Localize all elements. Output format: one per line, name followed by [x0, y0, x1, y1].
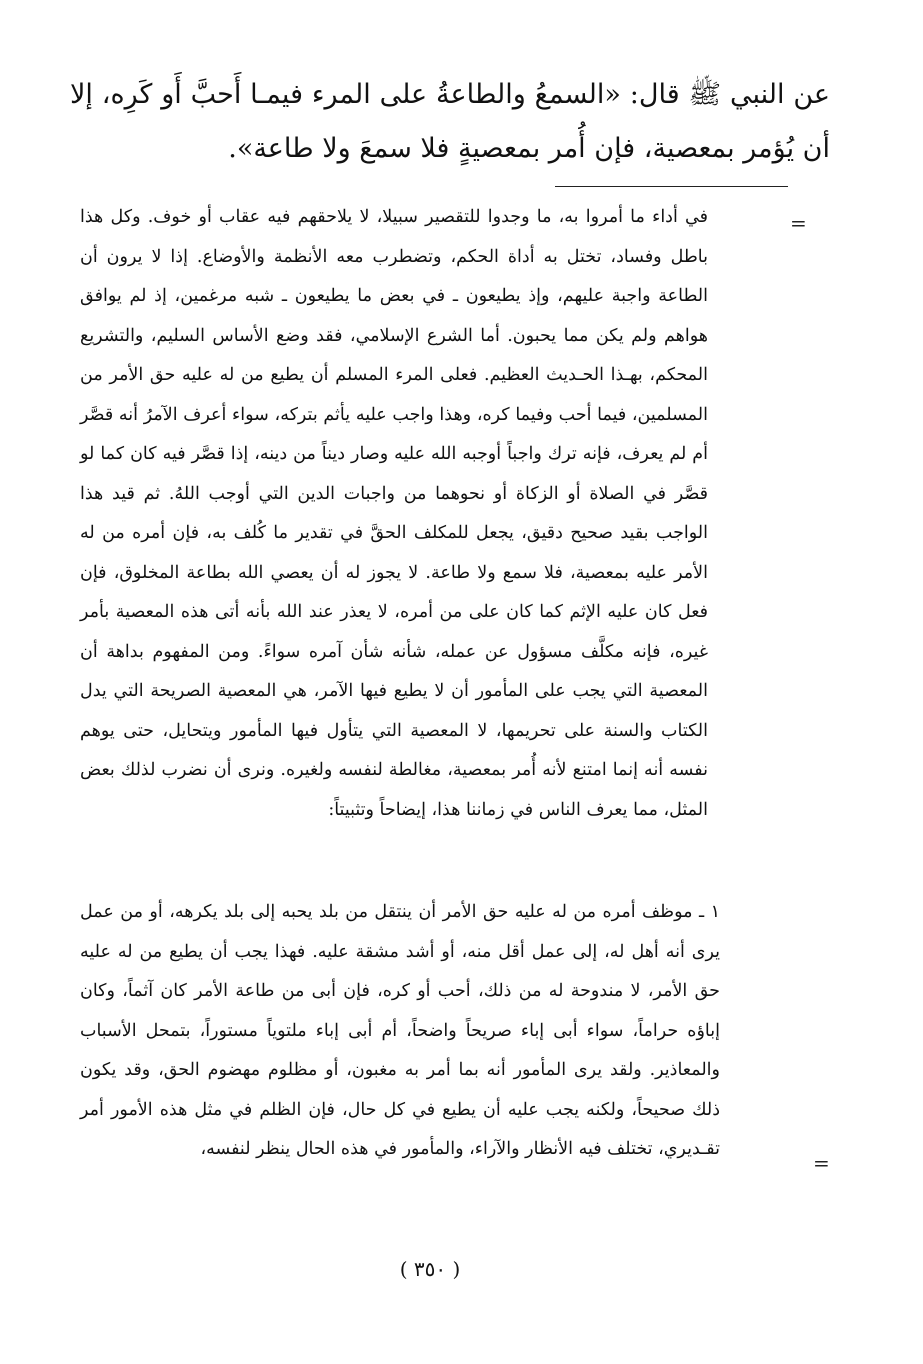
commentary-text: في أداء ما أمروا به، ما وجدوا للتقصير سبيلا، لا يلاحقهم فيه عقاب أو خوف. وكل هذا باطل وفساد، تختل به أداة الحكم، وتضطرب معه الأنظمة والأوضاع. إذا لا يرون أن الطاعة واجبة عليهم، وإذ يطيعون ـ في بعض ما يطيعون ـ شبه مرغمين، إذ لم يوافق هواهم ولم يكن مما يحبون. أما الشرع الإسلامي، فقد وضع الأساس السليم، والتشريع المحكم، بهـذا الحـديث العظيم. فعلى المرء المسلم أن يطيع من له عليه حق الأمر من المسلمين، فيما أحب وفيما كره، وهذا واجب عليه يأثم بتركه، سواء أعرف الآمرُ أنه قصَّر أم لم يعرف، فإنه ترك واجباً أوجبه الله عليه وصار ديناً من دينه، إذا قصَّر فيه كان كما لو قصَّر في الصلاة أو الزكاة أو نحوهما من واجبات الدين التي أوجب اللهُ. ثم قيد هذا الواجب بقيد صحيح دقيق، يجعل للمكلف الحقَّ في تقدير ما كُلف به، فإن أمره من له الأمر عليه بمعصية، فلا سمع ولا طاعة. لا يجوز له أن يعصي الله بطاعة المخلوق، فإن فعل كان عليه الإثم كما كان على من أمره، لا يعذر عند الله بأنه أتى هذه المعصية بأمر غيره، فإنه مكلَّف مسؤول عن عمله، شأنه شأن آمره سواءً. ومن المفهوم بداهة أن المعصية التي يجب على المأمور أن لا يطيع فيها الآمر، هي المعصية الصريحة التي يدل الكتاب والسنة على تحريمها، لا المعصية التي يتأول فيها المأمور ويتحايل، حتى يوهم نفسه أنه إنما امتنع لأنه أُمر بمعصية، مغالطة لنفسه ولغيره. ونرى أن نضرب لذلك بعض المثل، مما يعرف الناس في زماننا هذا، إيضاحاً وتثبيتاً: [80, 207, 708, 820]
divider-rule [555, 186, 788, 187]
continuation-mark-bottom: = [813, 1151, 830, 1175]
continuation-mark-top: = [790, 211, 807, 235]
list-item-1 [80, 893, 720, 1170]
page-number: ( ٣٥٠ ) [399, 1257, 461, 1281]
commentary-paragraph [80, 198, 708, 830]
hadith-text: عن النبي ﷺ قال: «السمعُ والطاعةُ على المرء فيمـا أَحبَّ أَو كَرِه، إلا أن يُؤمر بمعصية، فإن أُمر بمعصيةٍ فلا سمعَ ولا طاعة». [70, 79, 830, 164]
list-item-number: ١ ـ [698, 902, 720, 922]
list-item-text: موظف أمره من له عليه حق الأمر أن ينتقل من بلد يحبه إلى بلد يكرهه، أو من عمل يرى أنه أهل له، إلى عمل أقل منه، أو أشد مشقة عليه. فهذا يجب أن يطيع من له عليه حق الأمر، لا مندوحة له من ذلك، أحب أو كره، فإن أبى من طاعة الأمر كان آثماً، وكان إباؤه حراماً، سواء أبى إباء صريحاً واضحاً، أم أبى إباء ملتوياً مستوراً، بتمحل الأسباب والمعاذير. ولقد يرى المأمور أنه بما أمر به مغبون، أو مظلوم مهضوم الحق، وقد يكون ذلك صحيحاً، ولكنه يجب عليه أن يطيع في كل حال، فإن الظلم في مثل هذه الأمور أمر تقـديري، تختلف فيه الأنظار والآراء، والمأمور في هذه الحال ينظر لنفسه، [80, 902, 720, 1159]
